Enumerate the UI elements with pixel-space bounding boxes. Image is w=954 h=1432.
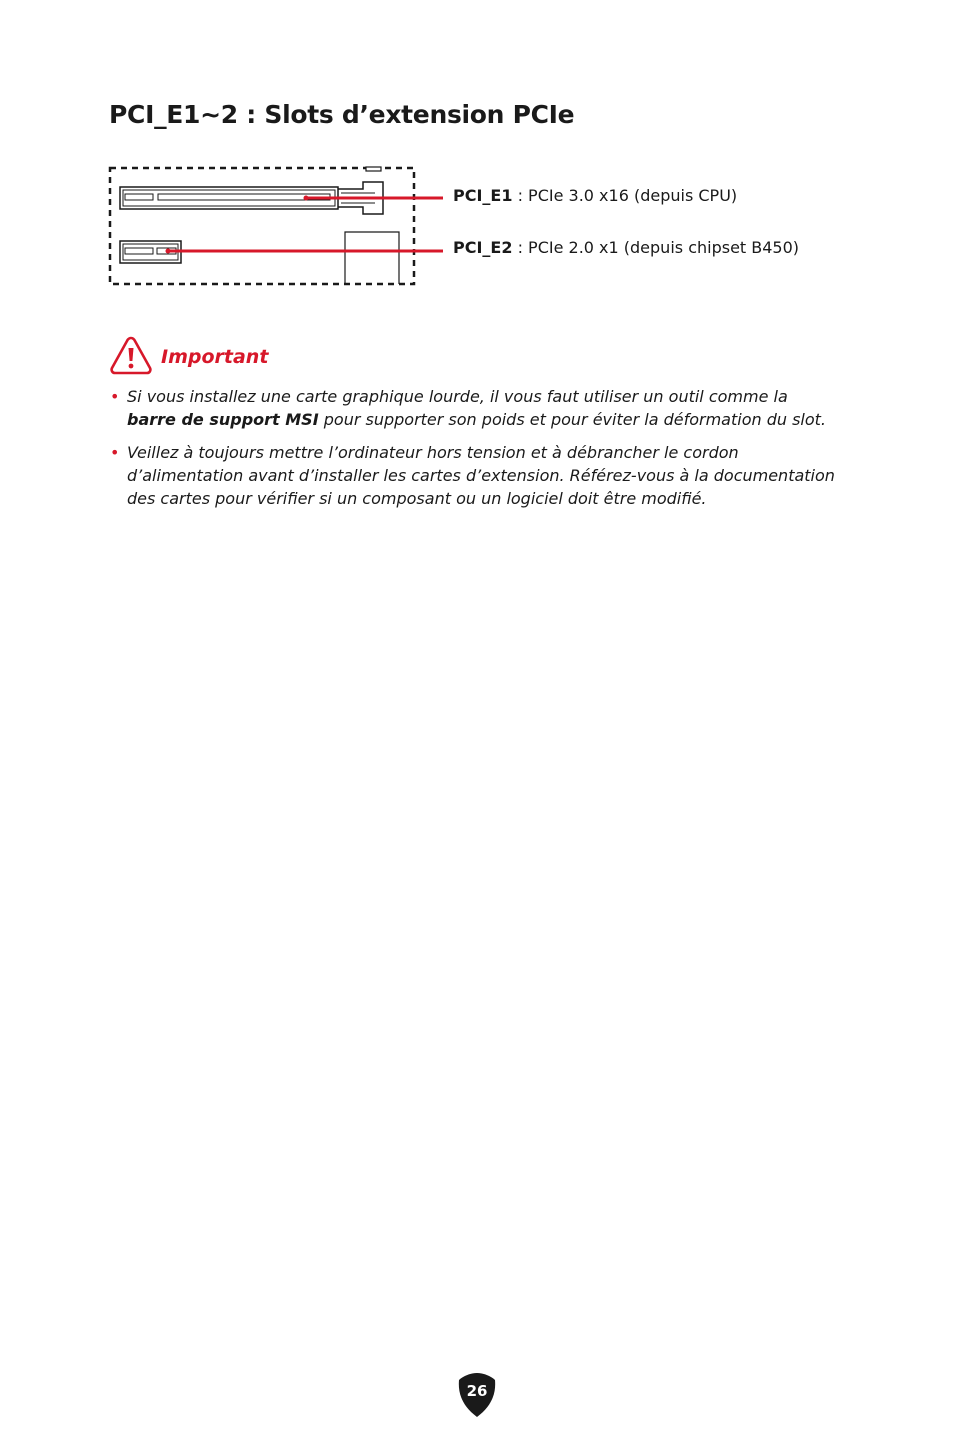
important-header [109, 335, 268, 375]
pci-e2-desc: PCIe 2.0 x1 (depuis chipset B450) [528, 238, 800, 257]
pci-e1-name: PCI_E1 [453, 186, 513, 205]
bullet-dot: • [110, 387, 120, 406]
small-tab [366, 167, 381, 171]
list-item [110, 385, 835, 431]
pci-e2-label [453, 238, 799, 257]
bullet1-text-after: pour supporter son poids et pour éviter la déformation du slot. [318, 410, 827, 429]
list-item [110, 441, 835, 510]
page-number-badge [457, 1372, 497, 1418]
important-label: Important [161, 346, 269, 368]
pci-e1-separator: : [512, 186, 529, 205]
bullet2-text: Veillez à toujours mettre l’ordinateur hors tension et à débrancher le cordon d’alimentation avant d’installer les cartes d’extension. Référez-vous à la documentation des cartes pour vérifier si un composant ou un logiciel doit être modifié. [127, 443, 835, 508]
component-outline [345, 232, 399, 284]
important-list [110, 385, 835, 520]
bullet1-text-before: Si vous installez une carte graphique lourde, il vous faut utiliser un outil comme la [127, 387, 788, 406]
page-number: 26 [466, 1382, 488, 1400]
bullet-dot: • [110, 443, 120, 462]
warning-triangle-icon [109, 335, 153, 375]
pci-e2-name: PCI_E2 [453, 238, 513, 257]
pci-e1-label [453, 186, 737, 205]
bullet1-bold: barre de support MSI [127, 410, 319, 429]
pci-e1-desc: PCIe 3.0 x16 (depuis CPU) [528, 186, 738, 205]
pci-e2-separator: : [512, 238, 529, 257]
page-title: PCI_E1~2 : Slots d’extension PCIe [109, 100, 575, 129]
board-area-outline [110, 168, 414, 284]
